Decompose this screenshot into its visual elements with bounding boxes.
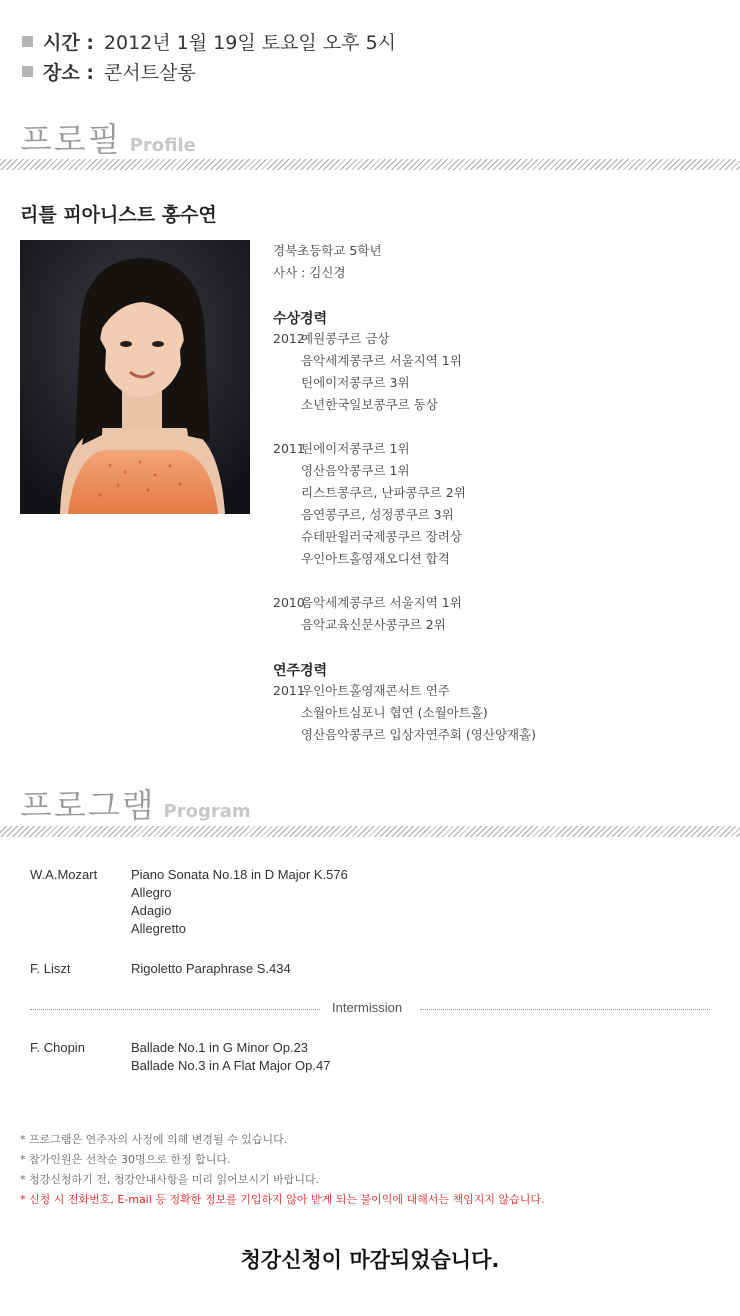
bullet-square-icon — [22, 66, 33, 77]
work-title: Allegretto — [131, 921, 186, 936]
award-item: 음악세계콩쿠르 서울지역 1위 — [301, 595, 462, 610]
pianist-name: 리틀 피아니스트 홍수연 — [20, 204, 217, 226]
award-item: 음악교육신문사콩쿠르 2위 — [301, 617, 446, 632]
award-item: 음연콩쿠르, 성정콩쿠르 3위 — [301, 507, 454, 522]
section-divider — [0, 826, 740, 837]
award-item: 예원콩쿠르 금상 — [301, 331, 390, 346]
performance-line — [273, 680, 450, 702]
place-label: 장소 : — [43, 62, 94, 84]
time-value: 2012년 1월 19일 토요일 오후 5시 — [103, 32, 397, 54]
award-line — [273, 438, 410, 460]
work-title: Allegro — [131, 885, 172, 900]
dotted-divider — [420, 1009, 710, 1010]
composer-name: F. Liszt — [30, 961, 71, 976]
performance-year: 2011 — [273, 683, 305, 698]
composer-name: F. Chopin — [30, 1040, 85, 1055]
award-item: 틴에이저콩쿠르 1위 — [301, 441, 410, 456]
profile-section-title — [20, 114, 196, 161]
award-item: 슈테판윌러국제콩쿠르 장려상 — [301, 529, 462, 544]
bio-teacher: 사사 : 김신경 — [273, 265, 346, 280]
award-year: 2012 — [273, 331, 305, 346]
work-title: Ballade No.1 in G Minor Op.23 — [131, 1040, 309, 1055]
performance-heading: 연주경력 — [273, 663, 328, 679]
dotted-divider — [30, 1009, 320, 1010]
award-item: 리스트콩쿠르, 난파콩쿠르 2위 — [301, 485, 466, 500]
award-item: 틴에이저콩쿠르 3위 — [301, 375, 410, 390]
profile-title-ko: 프로필 — [20, 120, 122, 159]
bio-school: 경북초등학교 5학년 — [273, 243, 382, 258]
section-divider — [0, 159, 740, 170]
award-item: 음악세계콩쿠르 서울지역 1위 — [301, 353, 462, 368]
notice-line: * 프로그램은 연주자의 사정에 의해 변경될 수 있습니다. — [20, 1133, 288, 1146]
program-title-ko: 프로그램 — [20, 786, 156, 825]
award-item: 영산음악콩쿠르 1위 — [301, 463, 410, 478]
composer-name: W.A.Mozart — [30, 867, 98, 882]
bullet-square-icon — [22, 36, 33, 47]
performance-item: 영산음악콩쿠르 입상자연주회 (영산양재홀) — [301, 727, 537, 742]
profile-title-en: Profile — [129, 135, 196, 156]
award-item: 우인아트홀영재오디션 합격 — [301, 551, 450, 566]
registration-closed-message: 청강신청이 마감되었습니다. — [240, 1248, 500, 1272]
notice-line: * 청강신청하기 전, 청강안내사항을 미리 읽어보시기 바랍니다. — [20, 1173, 320, 1186]
work-title: Ballade No.3 in A Flat Major Op.47 — [131, 1058, 331, 1073]
award-year: 2011 — [273, 441, 305, 456]
award-year: 2010 — [273, 595, 305, 610]
pianist-photo — [20, 240, 250, 514]
notice-line: * 참가인원은 선착순 30명으로 한정 합니다. — [20, 1153, 231, 1166]
intermission-label: Intermission — [326, 1000, 408, 1015]
time-label: 시간 : — [43, 32, 94, 54]
place-value: 콘서트살롱 — [103, 62, 196, 84]
program-title-en: Program — [163, 801, 251, 822]
awards-heading: 수상경력 — [273, 311, 328, 327]
award-line — [273, 592, 462, 614]
time-info — [22, 28, 396, 55]
notice-warning: * 신청 시 전화번호, E-mail 등 정확한 정보를 기입하지 않아 받게 되는 불이익에 대해서는 책임지지 않습니다. — [20, 1193, 545, 1206]
work-title: Rigoletto Paraphrase S.434 — [131, 961, 291, 976]
place-info — [22, 58, 196, 85]
performance-item: 소월아트심포니 협연 (소월아트홀) — [301, 705, 488, 720]
award-line — [273, 328, 390, 350]
program-section-title — [20, 780, 251, 827]
work-title: Piano Sonata No.18 in D Major K.576 — [131, 867, 348, 882]
award-item: 소년한국일보콩쿠르 동상 — [301, 397, 438, 412]
performance-item: 우인아트홀영재콘서트 연주 — [301, 683, 450, 698]
work-title: Adagio — [131, 903, 172, 918]
